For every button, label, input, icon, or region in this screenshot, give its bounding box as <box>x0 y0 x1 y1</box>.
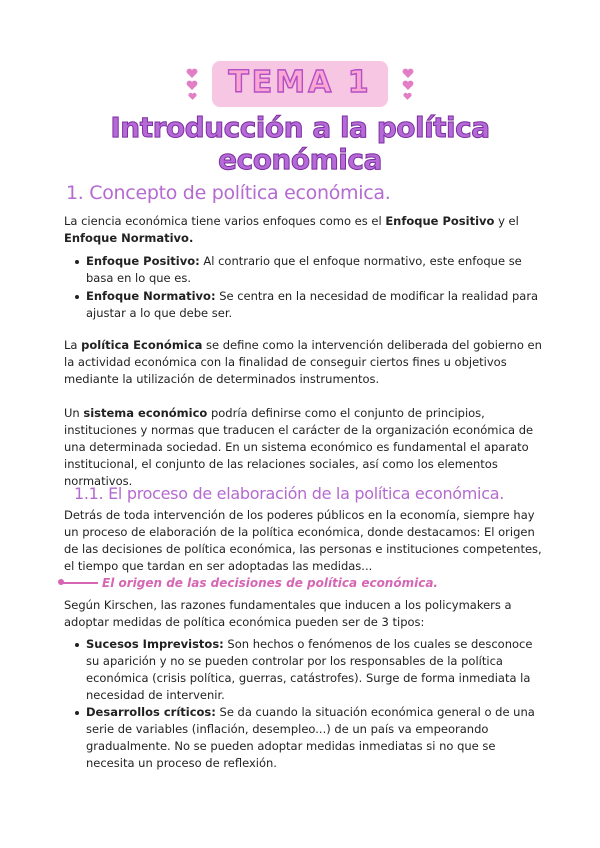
text-span: se define como la intervención deliberada del gobierno en la actividad económica con la finalidad de conseguir ciertos fines u objetivos mediante la utilización de determinados instrumentos. <box>64 338 542 386</box>
tema-label: TEMA 1 <box>212 61 387 107</box>
text-span: podría definirse como el conjunto de principios, instituciones y normas que traducen el carácter de la organización económica de una determinada sociedad. En un sistema económico es fundamental el aparato institucional, el conjunto de las relaciones sociales, así como los elementos normativos. <box>64 406 534 488</box>
text-span: y el <box>494 214 519 228</box>
arrow-line-icon <box>62 582 98 584</box>
bullet-term: Enfoque Normativo: <box>86 289 216 303</box>
intro-paragraph <box>64 213 542 247</box>
text-span: La <box>64 338 82 352</box>
bold-term: Enfoque Positivo <box>385 214 495 228</box>
subheading-row <box>62 576 438 590</box>
bullet-term: Desarrollos críticos: <box>86 705 216 719</box>
bold-term: sistema económico <box>83 406 208 420</box>
heart-icon <box>186 68 198 79</box>
politica-paragraph <box>64 337 542 388</box>
bullet-term: Sucesos Imprevistos: <box>86 637 224 651</box>
list-item <box>86 704 542 772</box>
bullet-term: Enfoque Positivo: <box>86 254 200 268</box>
heart-icon <box>188 92 197 101</box>
kirschen-paragraph: Según Kirschen, las razones fundamentales que inducen a los policymakers a adoptar medidas de política económica pueden ser de 3 tipos: <box>64 598 512 629</box>
bullet-text: Son hechos o fenómenos de los cuales se desconoce su aparición y no se pueden controlar por los responsables de la política económica (crisis política, guerras, catástrofes). Surge de forma inmediata la necesidad de intervenir. <box>86 637 533 702</box>
heart-icon <box>402 80 414 91</box>
list-item <box>86 636 542 704</box>
bold-term: política Económica <box>81 338 203 352</box>
title-line-2: económica <box>218 143 382 176</box>
proceso-paragraph: Detrás de toda intervención de los poderes públicos en la economía, siempre hay un proceso de elaboración de la política económica, donde destacamos: El origen de las decisiones de política económica, las personas e instituciones competentes, el tiempo que tardan en ser adoptadas las medidas... <box>64 508 542 573</box>
heart-icon <box>402 68 414 79</box>
tema-header <box>0 60 600 108</box>
sistema-paragraph <box>64 405 542 490</box>
section-heading-1: 1. Concepto de política económica. <box>66 182 391 204</box>
text-span: La ciencia económica tiene varios enfoques como es el <box>64 214 386 228</box>
bullet-text: Se centra en la necesidad de modificar la realidad para ajustar a lo que debe ser. <box>86 289 539 320</box>
section-heading-1-1: 1.1. El proceso de elaboración de la política económica. <box>74 484 504 503</box>
hearts-left <box>186 68 198 101</box>
subheading: El origen de las decisiones de política económica. <box>102 576 438 590</box>
bold-term: Enfoque Normativo. <box>64 231 194 245</box>
text-span: Un <box>64 406 84 420</box>
page-title <box>0 112 600 176</box>
title-line-1: Introducción a la política <box>110 111 490 144</box>
bullet-text: Al contrario que el enfoque normativo, este enfoque se basa en lo que es. <box>86 254 522 285</box>
heart-icon <box>186 80 198 91</box>
list-item <box>86 253 542 287</box>
hearts-right <box>402 68 414 101</box>
heart-icon <box>403 92 412 101</box>
list-item <box>86 288 542 322</box>
bullet-text: Se da cuando la situación económica general o de una serie de variables (inflación, desempleo...) de un país va empeorando gradualmente. No se pueden adoptar medidas inmediatas si no que se necesita un proceso de reflexión. <box>86 705 535 770</box>
